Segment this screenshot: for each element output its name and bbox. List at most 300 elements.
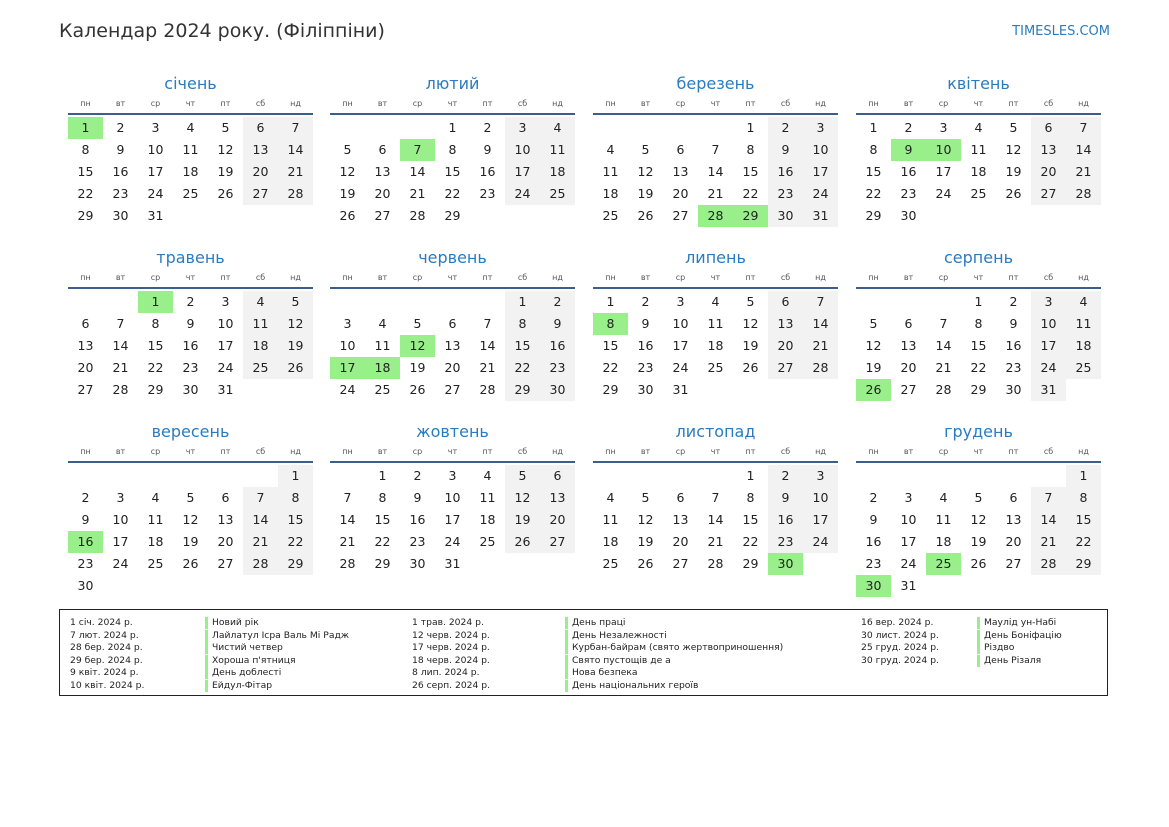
day-cell: 26 [505,531,540,553]
weekday-label: сб [780,99,791,108]
day-cell: 21 [243,531,278,553]
weekday-label: нд [552,273,563,282]
day-cell: 10 [147,142,164,157]
header-divider [330,287,575,289]
day-cell: 9 [768,139,803,161]
day-cell: 24 [672,360,689,375]
holiday-date: 1 січ. 2024 р. [70,617,133,628]
day-cell: 31 [1031,379,1066,401]
weekday-label: пт [482,447,493,456]
day-cell: 10 [803,487,838,509]
weekday-label: ср [150,273,161,282]
holiday-date: 7 лют. 2024 р. [70,629,139,641]
month-5 [68,247,313,401]
day-cell: 16 [182,338,199,353]
day-cell: 8 [746,490,755,505]
month-10 [330,421,575,575]
day-cell: 30 [77,578,94,593]
month-name: жовтень [416,422,489,441]
day-grid [68,117,313,227]
day-cell: 5 [221,120,230,135]
weekday-label: вт [377,99,388,108]
day-cell: 7 [939,316,948,331]
day-cell: 13 [900,338,917,353]
day-cell: 23 [865,556,882,571]
weekday-label: пт [745,273,756,282]
day-cell: 16 [768,509,803,531]
weekday-label: нд [815,99,826,108]
weekday-label: ср [412,99,423,108]
month-8 [856,247,1101,401]
day-cell: 17 [803,509,838,531]
day-cell: 24 [112,556,129,571]
day-cell: 24 [935,186,952,201]
day-cell: 27 [217,556,234,571]
weekday-label: ср [150,99,161,108]
day-cell: 2 [641,294,650,309]
day-cell: 30 [409,556,426,571]
weekday-header [330,269,575,286]
day-cell: 26 [339,208,356,223]
day-cell: 30 [768,205,803,227]
day-cell: 11 [182,142,199,157]
day-cell: 24 [444,534,461,549]
day-cell: 14 [1031,509,1066,531]
day-cell: 1 [378,468,387,483]
day-cell: 5 [343,142,352,157]
weekday-label: сб [780,447,791,456]
holiday-day-cell: 16 [68,531,103,553]
day-cell: 24 [147,186,164,201]
day-cell: 9 [483,142,492,157]
day-cell: 6 [1009,490,1018,505]
weekday-label: чт [447,99,458,108]
day-cell: 6 [768,291,803,313]
day-cell: 4 [540,117,575,139]
day-cell: 20 [1031,161,1066,183]
weekday-label: сб [517,447,528,456]
day-cell: 3 [1031,291,1066,313]
weekday-label: нд [290,99,301,108]
day-cell: 15 [147,338,164,353]
day-cell: 19 [505,509,540,531]
holiday-day-cell: 26 [856,379,891,401]
day-cell: 21 [339,534,356,549]
day-cell: 24 [900,556,917,571]
day-cell: 5 [1009,120,1018,135]
day-cell: 31 [900,578,917,593]
day-cell: 8 [869,142,878,157]
day-cell: 7 [1066,117,1101,139]
day-cell: 29 [444,208,461,223]
weekday-label: пн [80,273,91,282]
day-cell: 6 [378,142,387,157]
day-cell: 15 [278,509,313,531]
weekday-label: вт [640,99,651,108]
day-cell: 4 [606,490,615,505]
day-cell: 21 [803,335,838,357]
header-divider [330,461,575,463]
day-grid [856,291,1101,401]
holiday-date: 26 серп. 2024 р. [412,680,491,691]
weekday-header [68,443,313,460]
day-cell: 3 [505,117,540,139]
weekday-label: пт [482,273,493,282]
day-grid [593,117,838,227]
day-cell: 7 [711,142,720,157]
weekday-label: чт [973,273,984,282]
day-cell: 21 [479,360,496,375]
weekday-label: нд [290,447,301,456]
day-cell: 23 [182,360,199,375]
weekday-label: ср [675,99,686,108]
day-cell: 20 [444,360,461,375]
weekday-header [330,443,575,460]
day-cell: 27 [1005,556,1022,571]
holiday-day-cell: 1 [68,117,103,139]
day-cell: 1 [1066,465,1101,487]
day-cell: 13 [768,313,803,335]
month-7 [593,247,838,401]
day-cell: 8 [974,316,983,331]
day-cell: 2 [186,294,195,309]
day-cell: 19 [182,534,199,549]
month-name: травень [156,248,225,267]
weekday-label: нд [815,273,826,282]
header-divider [856,461,1101,463]
holiday-day-cell: 29 [733,205,768,227]
day-cell: 17 [112,534,129,549]
day-cell: 18 [602,534,619,549]
holiday-day-cell: 9 [891,139,926,161]
month-6 [330,247,575,401]
day-cell: 7 [243,487,278,509]
day-cell: 19 [637,186,654,201]
day-cell: 24 [339,382,356,397]
holiday-name: Чистий четвер [205,642,283,654]
day-cell: 22 [147,360,164,375]
day-cell: 18 [602,186,619,201]
day-cell: 19 [217,164,234,179]
day-cell: 17 [217,338,234,353]
day-cell: 23 [768,183,803,205]
day-cell: 13 [444,338,461,353]
weekday-header [593,95,838,112]
day-cell: 29 [147,382,164,397]
day-cell: 12 [637,512,654,527]
holiday-date: 10 квіт. 2024 р. [70,680,145,691]
day-cell: 22 [865,186,882,201]
weekday-label: ср [675,447,686,456]
holiday-date: 18 черв. 2024 р. [412,654,490,666]
weekday-label: пт [1008,99,1019,108]
day-cell: 4 [1066,291,1101,313]
day-cell: 25 [970,186,987,201]
day-cell: 30 [182,382,199,397]
day-grid [593,465,838,575]
day-cell: 28 [112,382,129,397]
day-cell: 16 [637,338,654,353]
day-cell: 28 [935,382,952,397]
day-cell: 13 [217,512,234,527]
month-9 [68,421,313,597]
day-cell: 23 [1005,360,1022,375]
day-cell: 5 [869,316,878,331]
day-cell: 18 [479,512,496,527]
day-cell: 21 [1031,531,1066,553]
day-cell: 28 [1031,553,1066,575]
day-cell: 5 [413,316,422,331]
day-cell: 12 [637,164,654,179]
day-cell: 16 [540,335,575,357]
day-cell: 3 [939,120,948,135]
day-cell: 25 [1066,357,1101,379]
day-cell: 13 [77,338,94,353]
day-cell: 24 [803,531,838,553]
day-cell: 12 [742,316,759,331]
day-cell: 16 [479,164,496,179]
day-cell: 21 [707,534,724,549]
weekday-label: сб [1043,273,1054,282]
day-cell: 10 [444,490,461,505]
weekday-label: пн [605,447,616,456]
day-cell: 8 [81,142,90,157]
day-cell: 23 [768,531,803,553]
weekday-label: чт [973,447,984,456]
holiday-day-cell: 25 [926,553,961,575]
day-cell: 26 [217,186,234,201]
weekday-label: нд [552,447,563,456]
weekday-label: пт [1008,273,1019,282]
month-1 [68,73,313,227]
holiday-date: 30 груд. 2024 р. [861,654,939,666]
holiday-date: 29 бер. 2024 р. [70,654,143,666]
day-cell: 29 [742,556,759,571]
day-cell: 7 [116,316,125,331]
holiday-name: Маулід ун-Набі [977,617,1056,629]
day-cell: 23 [409,534,426,549]
weekday-header [593,269,838,286]
holiday-date: 28 бер. 2024 р. [70,642,143,654]
holiday-date: 30 лист. 2024 р. [861,629,939,641]
weekday-label: вт [640,447,651,456]
header-divider [593,287,838,289]
day-cell: 31 [147,208,164,223]
day-cell: 31 [672,382,689,397]
day-cell: 5 [641,142,650,157]
day-cell: 16 [1005,338,1022,353]
weekday-label: ср [675,273,686,282]
day-cell: 27 [243,183,278,205]
day-cell: 7 [483,316,492,331]
day-cell: 4 [378,316,387,331]
day-cell: 11 [602,512,619,527]
day-cell: 19 [637,534,654,549]
day-cell: 1 [278,465,313,487]
holiday-date: 17 черв. 2024 р. [412,642,490,654]
day-cell: 12 [1005,142,1022,157]
day-cell: 17 [803,161,838,183]
day-cell: 5 [505,465,540,487]
day-cell: 7 [1031,487,1066,509]
holiday-day-cell: 18 [365,357,400,379]
day-cell: 3 [151,120,160,135]
day-cell: 24 [803,183,838,205]
day-cell: 6 [448,316,457,331]
day-cell: 10 [1031,313,1066,335]
day-cell: 1 [869,120,878,135]
day-cell: 31 [803,205,838,227]
day-cell: 5 [641,490,650,505]
day-cell: 26 [742,360,759,375]
day-cell: 22 [374,534,391,549]
weekday-label: сб [517,273,528,282]
day-grid [856,117,1101,227]
day-cell: 9 [641,316,650,331]
day-cell: 22 [1066,531,1101,553]
day-cell: 4 [711,294,720,309]
day-cell: 9 [186,316,195,331]
month-3 [593,73,838,227]
holiday-date: 8 лип. 2024 р. [412,667,480,679]
holiday-name: День Боніфацію [977,630,1062,642]
weekday-label: вт [903,447,914,456]
day-cell: 20 [374,186,391,201]
weekday-label: сб [255,99,266,108]
holiday-legend [59,609,1108,696]
day-cell: 27 [768,357,803,379]
day-cell: 3 [676,294,685,309]
month-name: лютий [425,74,480,93]
holiday-name: День національних героїв [565,680,698,692]
day-grid [856,465,1101,597]
day-cell: 5 [746,294,755,309]
header-divider [68,461,313,463]
day-cell: 23 [637,360,654,375]
site-link[interactable]: TIMESLES.COM [1012,24,1110,39]
day-cell: 23 [479,186,496,201]
holiday-day-cell: 10 [926,139,961,161]
day-cell: 27 [444,382,461,397]
day-cell: 7 [278,117,313,139]
day-cell: 18 [540,161,575,183]
day-cell: 7 [711,490,720,505]
weekday-label: ср [412,273,423,282]
day-cell: 6 [676,142,685,157]
day-cell: 14 [803,313,838,335]
day-cell: 1 [448,120,457,135]
day-cell: 29 [602,382,619,397]
weekday-label: пн [342,447,353,456]
day-cell: 18 [243,335,278,357]
day-cell: 8 [151,316,160,331]
weekday-label: сб [517,99,528,108]
day-cell: 16 [900,164,917,179]
weekday-label: пн [342,99,353,108]
day-cell: 13 [672,164,689,179]
weekday-label: пн [80,99,91,108]
day-cell: 11 [935,512,952,527]
day-cell: 15 [970,338,987,353]
day-cell: 20 [1005,534,1022,549]
day-cell: 6 [81,316,90,331]
day-cell: 15 [374,512,391,527]
holiday-name: День доблесті [205,667,281,679]
weekday-label: сб [255,447,266,456]
month-name: серпень [944,248,1013,267]
day-cell: 14 [243,509,278,531]
day-cell: 3 [116,490,125,505]
day-cell: 26 [970,556,987,571]
day-cell: 2 [1009,294,1018,309]
day-cell: 17 [147,164,164,179]
day-cell: 14 [707,512,724,527]
weekday-label: пн [605,273,616,282]
day-cell: 17 [1031,335,1066,357]
day-cell: 3 [221,294,230,309]
day-cell: 25 [147,556,164,571]
day-cell: 4 [939,490,948,505]
day-cell: 14 [1066,139,1101,161]
day-cell: 28 [409,208,426,223]
day-cell: 18 [707,338,724,353]
holiday-date: 16 вер. 2024 р. [861,617,934,628]
day-cell: 27 [374,208,391,223]
day-cell: 2 [540,291,575,313]
day-cell: 27 [900,382,917,397]
day-cell: 6 [540,465,575,487]
day-cell: 22 [742,186,759,201]
day-cell: 12 [278,313,313,335]
day-cell: 10 [672,316,689,331]
weekday-label: сб [1043,99,1054,108]
day-cell: 11 [147,512,164,527]
weekday-label: вт [377,447,388,456]
day-cell: 24 [217,360,234,375]
weekday-label: пн [868,447,879,456]
month-2 [330,73,575,227]
day-cell: 4 [974,120,983,135]
holiday-name: Нова безпека [565,667,638,679]
day-cell: 26 [637,556,654,571]
weekday-label: вт [640,273,651,282]
day-cell: 12 [182,512,199,527]
weekday-label: пт [745,447,756,456]
weekday-label: сб [1043,447,1054,456]
day-cell: 8 [505,313,540,335]
day-cell: 29 [865,208,882,223]
day-cell: 28 [707,556,724,571]
day-cell: 6 [221,490,230,505]
day-cell: 12 [505,487,540,509]
day-cell: 15 [742,164,759,179]
weekday-label: вт [115,99,126,108]
day-cell: 29 [1066,553,1101,575]
day-cell: 9 [413,490,422,505]
day-cell: 1 [606,294,615,309]
day-cell: 4 [151,490,160,505]
day-cell: 1 [746,120,755,135]
holiday-date: 12 черв. 2024 р. [412,629,490,641]
weekday-label: нд [815,447,826,456]
holiday-day-cell: 8 [593,313,628,335]
day-cell: 14 [339,512,356,527]
day-cell: 5 [974,490,983,505]
day-cell: 17 [900,534,917,549]
day-cell: 6 [1031,117,1066,139]
day-cell: 19 [278,335,313,357]
day-cell: 11 [707,316,724,331]
